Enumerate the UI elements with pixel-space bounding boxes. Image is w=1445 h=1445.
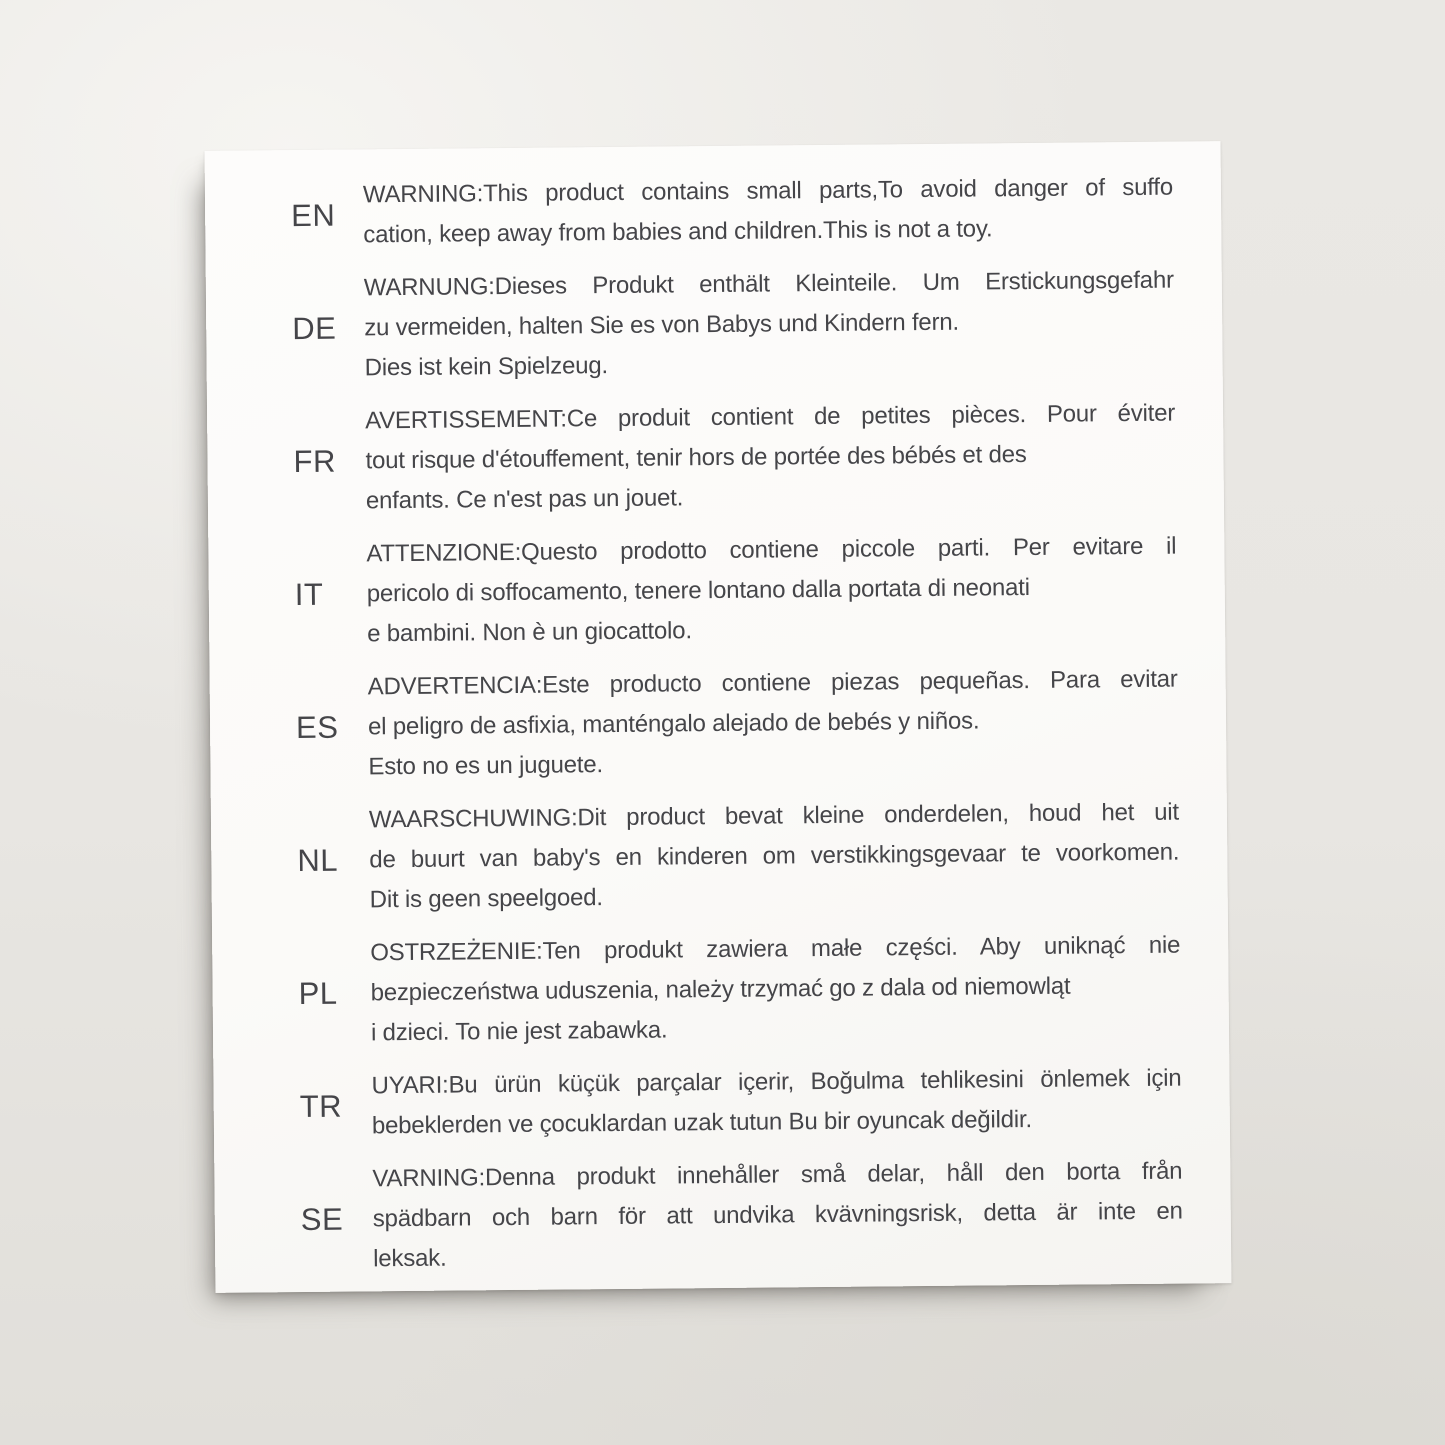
warning-line: Esto no es un juguete.	[368, 751, 604, 781]
language-code: ES	[295, 709, 339, 746]
language-section-pl	[212, 925, 1229, 1055]
warning-label-content	[205, 141, 1232, 1281]
warning-text	[364, 261, 1175, 389]
warning-text	[371, 1059, 1182, 1147]
warning-line: WARNUNG:Dieses Produkt enthält Kleinteile. Um Erstickungsgefahr	[363, 266, 1174, 302]
warning-line: AVERTISSEMENT:Ce produit contient de petites pièces. Pour éviter	[365, 399, 1176, 435]
language-section-en	[205, 167, 1222, 257]
warning-line: e bambini. Non è un giocattolo.	[367, 617, 692, 648]
warning-line: cation, keep away from babies and children.This is not a toy.	[363, 215, 993, 249]
warning-line: UYARI:Bu ürün küçük parçalar içerir, Boğulma tehlikesini önlemek için	[371, 1064, 1182, 1100]
warning-line: ATTENZIONE:Questo prodotto contiene piccole parti. Per evitare il	[366, 532, 1177, 568]
warning-text	[368, 660, 1179, 788]
warning-line: VARNING:Denna produkt innehåller små delar, håll den borta från	[372, 1157, 1183, 1193]
warning-line: bezpieczeństwa uduszenia, należy trzymać go z dala od niemowląt	[370, 972, 1071, 1007]
warning-line: Dit is geen speelgoed.	[369, 884, 603, 914]
language-code: DE	[292, 310, 337, 347]
language-section-it	[208, 526, 1225, 656]
language-code: SE	[300, 1201, 344, 1238]
warning-text	[363, 168, 1174, 256]
warning-line: el peligro de asfixia, manténgalo alejado de bebés y niños.	[367, 707, 980, 741]
warning-text	[369, 793, 1180, 921]
warning-text	[366, 527, 1177, 655]
language-section-tr	[213, 1058, 1230, 1148]
language-section-fr	[207, 393, 1224, 523]
warning-line: leksak.	[373, 1244, 447, 1273]
language-code: FR	[293, 443, 337, 480]
warning-text	[370, 926, 1181, 1054]
warning-line: ADVERTENCIA:Este producto contiene piezas pequeñas. Para evitar	[367, 665, 1178, 701]
language-section-de	[206, 260, 1223, 390]
warning-line: enfants. Ce n'est pas un jouet.	[365, 484, 684, 515]
warning-line: tout risque d'étouffement, tenir hors de portée des bébés et des	[365, 441, 1027, 475]
warning-line: pericolo di soffocamento, tenere lontano dalla portata di neonati	[366, 574, 1030, 608]
warning-line: bebeklerden ve çocuklardan uzak tutun Bu bir oyuncak değildir.	[371, 1106, 1033, 1140]
warning-line: spädbarn och barn för att undvika kvävningsrisk, detta är inte en	[372, 1197, 1183, 1233]
language-code: PL	[298, 975, 338, 1012]
warning-line: WARNING:This product contains small parts,To avoid danger of suffo	[362, 173, 1174, 209]
language-code: TR	[299, 1088, 343, 1125]
warning-line: i dzieci. To nie jest zabawka.	[370, 1016, 668, 1047]
language-section-es	[210, 659, 1227, 789]
warning-text	[372, 1152, 1183, 1280]
warning-text	[365, 394, 1176, 522]
warning-line: zu vermeiden, halten Sie es von Babys und Kindern fern.	[364, 308, 960, 342]
warning-label-paper	[205, 141, 1232, 1293]
language-code: EN	[290, 197, 336, 234]
language-code: IT	[294, 576, 324, 613]
language-section-nl	[211, 792, 1228, 922]
warning-line: Dies ist kein Spielzeug.	[364, 352, 609, 382]
warning-line: OSTRZEŻENIE:Ten produkt zawiera małe części. Aby uniknąć nie	[370, 931, 1181, 967]
warning-line: WAARSCHUWING:Dit product bevat kleine onderdelen, houd het uit	[368, 798, 1180, 834]
warning-line: de buurt van baby's en kinderen om verstikkingsgevaar te voorkomen.	[369, 838, 1180, 874]
language-code: NL	[297, 842, 339, 879]
language-section-se	[214, 1151, 1231, 1281]
